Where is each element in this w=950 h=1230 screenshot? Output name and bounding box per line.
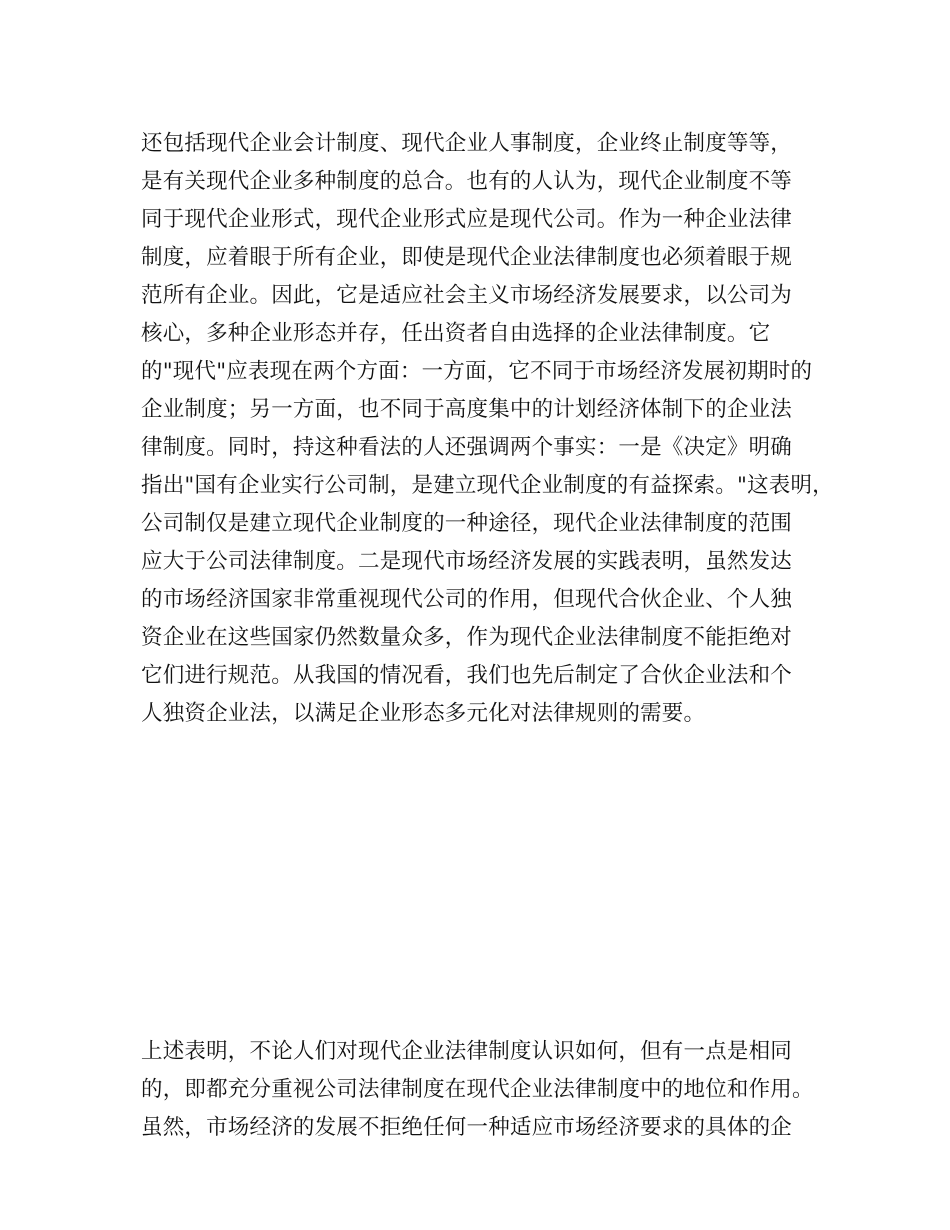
text-line: 上述表明，不论人们对现代企业法律制度认识如何，但有一点是相同	[141, 1039, 793, 1064]
text-line: 是有关现代企业多种制度的总合。也有的人认为，现代企业制度不等	[141, 169, 793, 194]
text-line: 的，即都充分重视公司法律制度在现代企业法律制度中的地位和作用。	[141, 1077, 814, 1102]
paragraph-2	[141, 1033, 841, 1147]
text-line: 还包括现代企业会计制度、现代企业人事制度，企业终止制度等等，	[141, 131, 793, 156]
text-line: 企业制度；另一方面，也不同于高度集中的计划经济体制下的企业法	[141, 397, 793, 422]
paragraph-1	[141, 125, 841, 733]
text-line: 律制度。同时，持这种看法的人还强调两个事实：一是《决定》明确	[141, 435, 793, 460]
text-line: 公司制仅是建立现代企业制度的一种途径，现代企业法律制度的范围	[141, 511, 793, 536]
text-line: 同于现代企业形式，现代企业形式应是现代公司。作为一种企业法律	[141, 207, 793, 232]
text-line: 制度，应着眼于所有企业，即使是现代企业法律制度也必须着眼于规	[141, 245, 793, 270]
text-line: 指出"国有企业实行公司制，是建立现代企业制度的有益探索。"这表明，	[141, 473, 834, 498]
text-line: 资企业在这些国家仍然数量众多，作为现代企业法律制度不能拒绝对	[141, 625, 793, 650]
text-line: 人独资企业法，以满足企业形态多元化对法律规则的需要。	[141, 701, 706, 726]
text-line: 的市场经济国家非常重视现代公司的作用，但现代合伙企业、个人独	[141, 587, 793, 612]
text-line: 它们进行规范。从我国的情况看，我们也先后制定了合伙企业法和个	[141, 663, 793, 688]
text-line: 的"现代"应表现在两个方面：一方面，它不同于市场经济发展初期时的	[141, 359, 813, 384]
text-line: 核心，多种企业形态并存，任出资者自由选择的企业法律制度。它	[141, 321, 771, 346]
text-line: 应大于公司法律制度。二是现代市场经济发展的实践表明，虽然发达	[141, 549, 793, 574]
text-line: 范所有企业。因此，它是适应社会主义市场经济发展要求，以公司为	[141, 283, 793, 308]
text-line: 虽然，市场经济的发展不拒绝任何一种适应市场经济要求的具体的企	[141, 1115, 793, 1140]
